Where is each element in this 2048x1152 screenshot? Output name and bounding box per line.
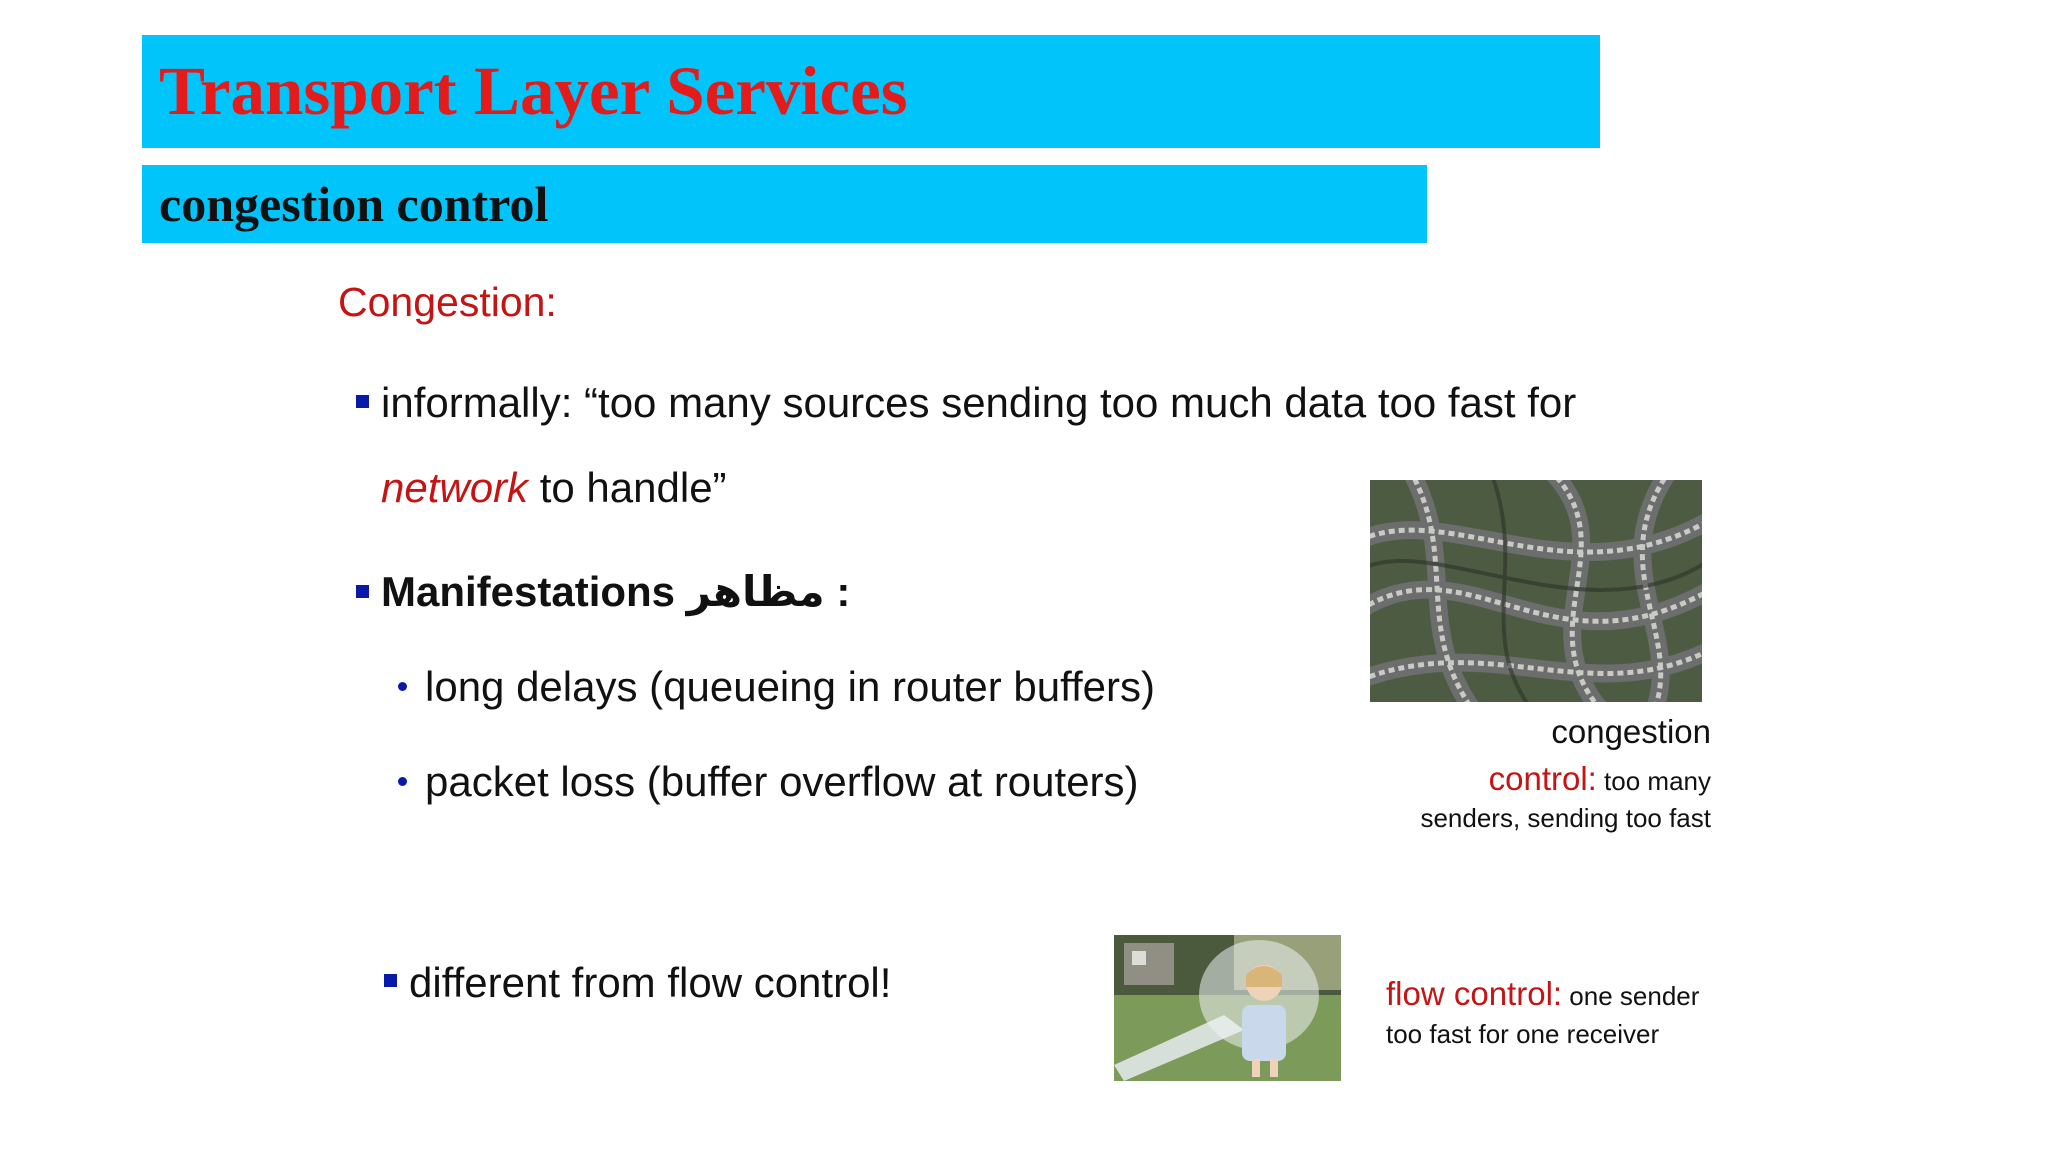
congestion-caption-line3: senders, sending too fast [1420,803,1711,833]
flow-caption-line2: too fast for one receiver [1386,1019,1660,1049]
congestion-heading: Congestion: [338,279,557,325]
congestion-caption-line2 [1489,757,1711,803]
bullet-informally-line1: informally: “too many sources sending too much data too fast for [381,379,1577,426]
dot-bullet-icon [398,777,407,786]
sub-bullet-loss: packet loss (buffer overflow at routers) [425,758,1139,805]
flow-caption-line1 [1386,972,1699,1018]
congestion-caption-toomany: too many [1596,766,1711,796]
bullet-manifestations [381,564,850,620]
square-bullet-icon [356,585,369,598]
square-bullet-icon [384,974,397,987]
congestion-caption-control: control: [1488,760,1597,797]
manifestations-colon: : [824,568,851,615]
bullet-informally-line2-rest: to handle” [528,464,727,511]
slide-title: Transport Layer Services [159,53,908,129]
bullet-flow-difference: different from flow control! [409,959,892,1006]
highway-illustration [1370,480,1702,702]
highway-traffic-photo [1370,480,1702,702]
network-emphasis: network [381,464,529,511]
sub-bullet-delays: long delays (queueing in router buffers) [425,663,1156,710]
slide-subtitle: congestion control [159,176,549,232]
flow-caption-flowcontrol: flow control: [1386,975,1563,1012]
flow-caption-onesender: one sender [1562,981,1700,1011]
bullet-informally-line2 [381,460,727,516]
manifestations-arabic: مظاهر [686,568,825,615]
manifestations-label: Manifestations [381,568,676,615]
child-sprinkler-photo [1114,935,1341,1081]
congestion-caption-line1: congestion [1551,713,1711,750]
sprinkler-illustration [1114,935,1341,1081]
square-bullet-icon [356,395,369,408]
dot-bullet-icon [398,682,407,691]
